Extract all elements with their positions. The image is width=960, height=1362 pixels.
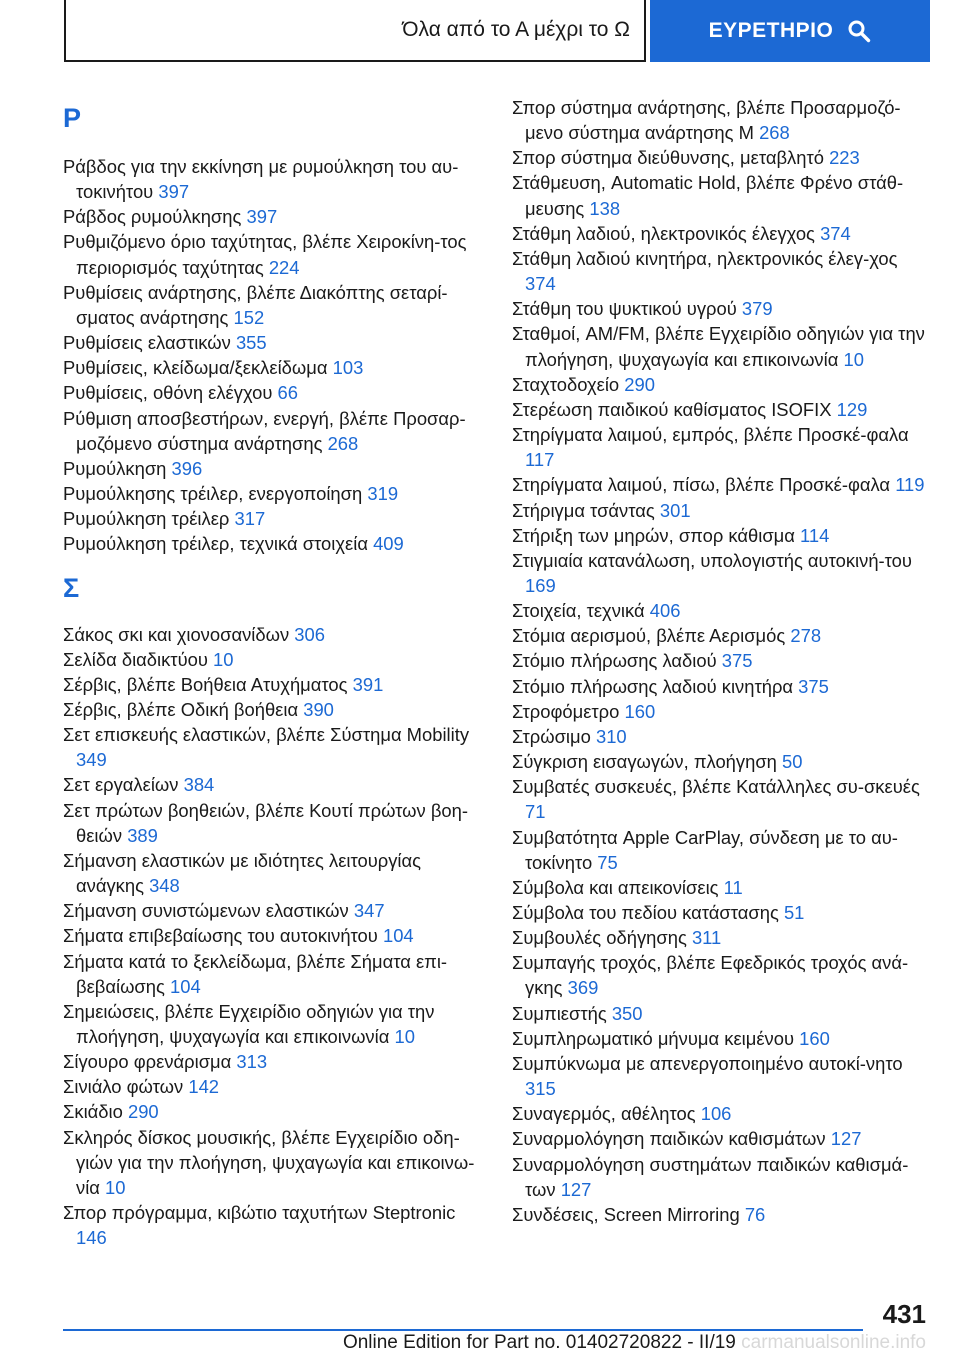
index-entry — [512, 1001, 932, 1026]
index-page-link[interactable]: 349 — [76, 749, 107, 771]
index-entry-text: Στάθμη λαδιού, ηλεκτρονικός έλεγχος — [512, 222, 815, 244]
index-entry — [512, 246, 932, 296]
index-page-link[interactable]: 117 — [525, 449, 555, 471]
index-entry-text: Στρώσιμο — [512, 725, 591, 747]
index-entry-text: Σκιάδιο — [63, 1101, 123, 1123]
index-entry — [63, 722, 483, 772]
index-entry — [512, 925, 932, 950]
index-entry-text: Ρυθμίσεις, κλείδωμα/ξεκλείδωμα — [63, 357, 328, 379]
index-page-link[interactable]: 51 — [783, 902, 805, 923]
index-entry-text: Συμπιεστής — [512, 1002, 607, 1024]
index-entry — [63, 229, 483, 279]
index-page-link[interactable]: 152 — [233, 306, 265, 328]
index-entry-text: Στήριγμα τσάντας — [512, 499, 655, 521]
index-page-link[interactable]: 389 — [127, 824, 158, 846]
index-page-link[interactable]: 397 — [158, 181, 190, 203]
index-page-link[interactable]: 278 — [790, 625, 822, 647]
index-entry-text: Σήματα επιβεβαίωσης του αυτοκινήτου — [63, 925, 378, 947]
index-entry — [512, 598, 932, 623]
index-entry-text: Σήμανση ελαστικών με ιδιότητες λειτουργίας ανάγκης — [63, 849, 422, 897]
index-entry — [512, 296, 932, 321]
index-entry — [512, 825, 932, 875]
index-page-link[interactable]: 114 — [800, 524, 830, 546]
index-entry-text: Στάθμη λαδιού κινητήρα, ηλεκτρονικός έλεγ-χος — [512, 247, 898, 269]
index-entry — [63, 406, 483, 456]
index-page-link[interactable]: 10 — [843, 348, 864, 370]
edition-text: Online Edition for Part no. 01402720822 - II/19 — [342, 1332, 736, 1353]
index-entry-text: Σύμβολα του πεδίου κατάστασης — [512, 902, 779, 923]
index-entry — [512, 648, 932, 673]
index-entry-text: Στιγμιαία κατανάλωση, υπολογιστής αυτοκινή-του — [512, 549, 912, 571]
index-page-link[interactable]: 103 — [332, 357, 364, 379]
index-entry-text: Ρυθμίσεις ελαστικών — [63, 332, 231, 354]
index-entry-text: Στροφόμετρο — [512, 700, 620, 722]
index-page-link[interactable]: 76 — [744, 1203, 766, 1225]
index-entry — [512, 900, 932, 925]
index-entry-text: Σετ πρώτων βοηθειών, βλέπε Κουτί πρώτων βοη-θειών — [63, 799, 469, 846]
index-page-link[interactable]: 10 — [105, 1176, 126, 1198]
index-entry — [63, 280, 483, 330]
index-page-link[interactable]: 374 — [820, 222, 851, 244]
tab-index-label: ΕΥΡΕΤΗΡΙΟ — [708, 19, 834, 42]
index-list-sigma-continued — [512, 95, 932, 1227]
index-page-link[interactable]: 71 — [525, 801, 546, 823]
index-entry — [512, 749, 932, 774]
index-entry — [63, 1099, 483, 1124]
index-entry — [512, 321, 932, 371]
index-entry — [512, 1126, 932, 1151]
index-entry-text: Στόμιο πλήρωσης λαδιού κινητήρα — [512, 675, 794, 697]
index-entry — [512, 1101, 932, 1126]
index-entry-text: Σπορ σύστημα διεύθυνσης, μεταβλητό — [512, 147, 824, 169]
index-page-link[interactable]: 347 — [353, 900, 385, 922]
index-entry-text: Στάθμευση, Automatic Hold, βλέπε Φρένο στάθ-μευσης — [512, 172, 904, 219]
index-entry — [512, 1051, 932, 1101]
index-entry-text: Σημειώσεις, βλέπε Εγχειρίδιο οδηγιών για την πλοήγηση, ψυχαγωγία και επικοινωνία — [63, 1000, 435, 1047]
index-page-link[interactable]: 160 — [624, 700, 656, 722]
index-entry-text: Συμπαγής τροχός, βλέπε Εφεδρικός τροχός ανά-γκης — [512, 952, 909, 999]
index-entry — [512, 397, 932, 422]
index-page-link[interactable]: 104 — [170, 975, 201, 997]
index-entry — [63, 531, 483, 556]
index-entry-text: Σύμβολα και απεικονίσεις — [512, 876, 719, 898]
index-page-link[interactable]: 268 — [327, 432, 359, 454]
index-page-link[interactable]: 375 — [721, 650, 753, 672]
index-entry-text: Στόμια αερισμού, βλέπε Αερισμός — [512, 625, 786, 647]
index-entry-text: Σετ επισκευής ελαστικών, βλέπε Σύστημα Mobility — [63, 724, 470, 746]
index-page-link[interactable]: 11 — [723, 876, 743, 898]
index-entry — [512, 774, 932, 824]
index-entry — [512, 472, 932, 497]
index-entry — [512, 548, 932, 598]
index-entry — [512, 1152, 932, 1202]
index-entry-text: Στερέωση παιδικού καθίσματος ISOFIX — [512, 398, 832, 420]
index-page-link[interactable]: 396 — [171, 457, 203, 479]
index-list-sigma — [63, 622, 483, 1251]
index-entry-text: Σέρβις, βλέπε Οδική βοήθεια — [63, 698, 299, 720]
index-entry — [63, 204, 483, 229]
index-page-link[interactable]: 375 — [798, 675, 829, 697]
index-entry-text: Σάκος σκι και χιονοσανίδων — [63, 623, 290, 645]
index-page-link[interactable]: 310 — [595, 725, 627, 747]
index-entry — [63, 380, 483, 405]
index-page-link[interactable]: 317 — [234, 508, 266, 530]
index-page-link[interactable]: 406 — [649, 600, 681, 622]
index-entry-text: Σκληρός δίσκος μουσικής, βλέπε Εγχειρίδιο οδη-γιών για την πλοήγηση, ψυχαγωγία και επικοινω-νία — [63, 1126, 475, 1198]
index-entry — [63, 1125, 483, 1200]
index-entry-text: Σίγουρο φρενάρισμα — [63, 1051, 232, 1073]
index-page-link[interactable]: 397 — [246, 206, 278, 228]
index-entry — [512, 95, 932, 145]
index-entry — [63, 949, 483, 999]
index-column-right — [512, 95, 932, 1227]
index-page-link[interactable]: 50 — [782, 751, 803, 773]
index-entry — [63, 999, 483, 1049]
index-entry — [63, 898, 483, 923]
tab-a-to-z[interactable] — [64, 0, 646, 62]
index-entry — [512, 950, 932, 1000]
index-entry — [512, 221, 932, 246]
index-page-link[interactable]: 379 — [741, 298, 773, 320]
index-entry-text: Σπορ πρόγραμμα, κιβώτιο ταχυτήτων Steptronic — [63, 1202, 456, 1224]
index-entry-text: Σήματα κατά το ξεκλείδωμα, βλέπε Σήματα επι-βεβαίωσης — [63, 950, 448, 997]
index-entry — [512, 674, 932, 699]
index-entry-text: Σύγκριση εισαγωγών, πλοήγηση — [512, 751, 777, 773]
index-page-link[interactable]: 127 — [830, 1128, 862, 1150]
index-entry-text: Ράβδος ρυμούλκησης — [63, 206, 242, 228]
index-entry-text: Σήμανση συνιστώμενων ελαστικών — [63, 900, 349, 922]
index-entry — [63, 506, 483, 531]
index-entry — [63, 355, 483, 380]
index-entry-text: Σταχτοδοχείο — [512, 373, 620, 395]
index-page-link[interactable]: 119 — [895, 474, 925, 496]
index-entry-text: Συνδέσεις, Screen Mirroring — [512, 1203, 740, 1225]
footer-rule — [63, 1329, 863, 1331]
index-entry-text: Ρυθμιζόμενο όριο ταχύτητας, βλέπε Χειροκίνη-τος περιορισμός ταχύτητας — [63, 231, 467, 278]
index-entry-text: Στοιχεία, τεχνικά — [512, 600, 645, 622]
index-entry — [512, 1026, 932, 1051]
index-entry-text: Σταθμοί, AM/FM, βλέπε Εγχειρίδιο οδηγιών για την πλοήγηση, ψυχαγωγία και επικοινωνία — [512, 323, 925, 370]
index-page-link[interactable]: 223 — [829, 147, 860, 169]
tab-a-to-z-label: Όλα από το Α μέχρι το Ω — [402, 18, 630, 41]
index-page-link[interactable]: 224 — [268, 256, 300, 278]
index-entry-text: Ρύθμιση αποσβεστήρων, ενεργή, βλέπε Προσαρ-μοζόμενο σύστημα ανάρτησης — [63, 407, 466, 454]
index-entry — [63, 1074, 483, 1099]
index-page-link[interactable]: 374 — [525, 273, 556, 295]
index-page-link[interactable]: 129 — [836, 398, 868, 420]
page-number: 431 — [882, 1299, 926, 1329]
index-page-link[interactable]: 315 — [525, 1078, 556, 1100]
watermark: carmanualsonline.info — [741, 1332, 926, 1353]
index-entry — [512, 170, 932, 220]
index-entry-text: Ρυμούλκησης τρέιλερ, ενεργοποίηση — [63, 483, 363, 505]
index-page-link[interactable]: 409 — [373, 533, 404, 555]
index-entry-text: Συναγερμός, αθέλητος — [512, 1103, 696, 1125]
index-entry-text: Ρυμούλκηση τρέιλερ, τεχνικά στοιχεία — [63, 533, 368, 555]
index-entry — [63, 154, 483, 204]
section-letter-sigma: Σ — [63, 572, 80, 603]
index-entry — [63, 330, 483, 355]
section-letter-rho: Ρ — [63, 103, 82, 133]
index-entry — [512, 1202, 932, 1227]
index-entry — [512, 422, 932, 472]
index-entry-text: Ρυθμίσεις ανάρτησης, βλέπε Διακόπτης σεταρί-σματος ανάρτησης — [63, 281, 448, 328]
index-page-link[interactable]: 391 — [352, 673, 384, 695]
index-entry-text: Συμβατότητα Apple CarPlay, σύνδεση με το αυ-τοκίνητο — [512, 826, 898, 873]
index-entry — [63, 798, 483, 848]
index-entry — [63, 456, 483, 481]
index-page-link[interactable]: 311 — [691, 927, 722, 949]
index-entry — [512, 623, 932, 648]
index-entry-text: Συναρμολόγηση συστημάτων παιδικών καθισμά-των — [512, 1153, 909, 1200]
index-list-rho — [63, 154, 483, 557]
index-page-link[interactable]: 350 — [611, 1002, 643, 1024]
index-page-link[interactable]: 10 — [213, 648, 234, 670]
index-page-link[interactable]: 290 — [127, 1101, 159, 1123]
index-page-link[interactable]: 146 — [76, 1227, 107, 1249]
index-page-link[interactable]: 268 — [759, 122, 790, 144]
index-page-link[interactable]: 10 — [394, 1026, 415, 1047]
index-entry — [63, 1200, 483, 1250]
index-entry-text: Ρυθμίσεις, οθόνη ελέγχου — [63, 382, 273, 404]
index-entry — [512, 875, 932, 900]
index-entry-text: Σελίδα διαδικτύου — [63, 648, 208, 670]
index-page-link[interactable]: 390 — [303, 698, 334, 720]
index-page-link[interactable]: 75 — [597, 851, 618, 873]
index-entry-text: Σινιάλο φώτων — [63, 1076, 184, 1098]
index-entry — [512, 498, 932, 523]
index-entry — [512, 523, 932, 548]
index-entry-text: Συμπύκνωμα με απενεργοποιημένο αυτοκί-νητο — [512, 1052, 903, 1074]
index-page-link[interactable]: 290 — [624, 373, 655, 395]
index-entry-text: Συναρμολόγηση παιδικών καθισμάτων — [512, 1128, 826, 1150]
index-entry-text: Σετ εργαλείων — [63, 774, 179, 796]
index-page-link[interactable]: 104 — [382, 925, 414, 947]
index-entry — [63, 481, 483, 506]
index-entry — [63, 622, 483, 647]
index-entry-text: Στόμιο πλήρωσης λαδιού — [512, 650, 717, 672]
index-page-link[interactable]: 369 — [567, 977, 599, 999]
index-entry-text: Ράβδος για την εκκίνηση με ρυμούλκηση του αυ-τοκινήτου — [63, 156, 459, 203]
index-page-link[interactable]: 169 — [525, 574, 556, 596]
index-entry-text: Ρυμούλκηση — [63, 457, 167, 479]
index-entry — [63, 772, 483, 797]
index-entry-text: Συμπληρωματικό μήνυμα κειμένου — [512, 1027, 795, 1049]
index-entry-text: Συμβατές συσκευές, βλέπε Κατάλληλες συ-σκευές — [512, 776, 920, 798]
footer-edition — [343, 1332, 926, 1354]
index-entry-text: Στηρίγματα λαιμού, εμπρός, βλέπε Προσκέ-φαλα — [512, 424, 909, 446]
index-page-link[interactable]: 138 — [589, 197, 621, 219]
index-entry — [63, 923, 483, 948]
index-entry — [512, 372, 932, 397]
index-page-link[interactable]: 313 — [236, 1051, 268, 1073]
index-entry-text: Ρυμούλκηση τρέιλερ — [63, 508, 230, 530]
index-column-left — [63, 95, 483, 1250]
search-icon[interactable] — [847, 19, 871, 43]
index-page-link[interactable]: 127 — [560, 1178, 592, 1200]
index-page-link[interactable]: 106 — [700, 1103, 732, 1125]
index-page-link[interactable]: 319 — [367, 483, 399, 505]
index-entry — [512, 724, 932, 749]
index-entry-text: Στάθμη του ψυκτικού υγρού — [512, 298, 737, 320]
index-entry-text: Στηρίγματα λαιμού, πίσω, βλέπε Προσκέ-φαλα — [512, 474, 891, 496]
index-page-link[interactable]: 66 — [277, 382, 298, 404]
index-entry-text: Σπορ σύστημα ανάρτησης, βλέπε Προσαρμοζό-μενο σύστημα ανάρτησης M — [512, 97, 901, 144]
index-entry-text: Στήριξη των μηρών, σπορ κάθισμα — [512, 524, 795, 546]
index-entry — [63, 1049, 483, 1074]
tab-index[interactable] — [650, 0, 930, 62]
header-bar — [64, 0, 930, 66]
index-entry — [63, 647, 483, 672]
index-entry — [63, 697, 483, 722]
index-entry-text: Σέρβις, βλέπε Βοήθεια Ατυχήματος — [63, 673, 348, 695]
index-entry — [512, 145, 932, 170]
index-page-link[interactable]: 348 — [149, 875, 180, 897]
index-page-link[interactable]: 306 — [294, 623, 325, 645]
index-page-link[interactable]: 301 — [659, 499, 691, 521]
index-entry — [63, 848, 483, 898]
index-page-link[interactable]: 355 — [235, 332, 267, 354]
index-entry-text: Συμβουλές οδήγησης — [512, 927, 687, 949]
index-entry — [63, 672, 483, 697]
index-page-link[interactable]: 384 — [183, 774, 215, 796]
index-page-link[interactable]: 160 — [799, 1027, 830, 1049]
index-entry — [512, 699, 932, 724]
index-page-link[interactable]: 142 — [188, 1076, 220, 1098]
